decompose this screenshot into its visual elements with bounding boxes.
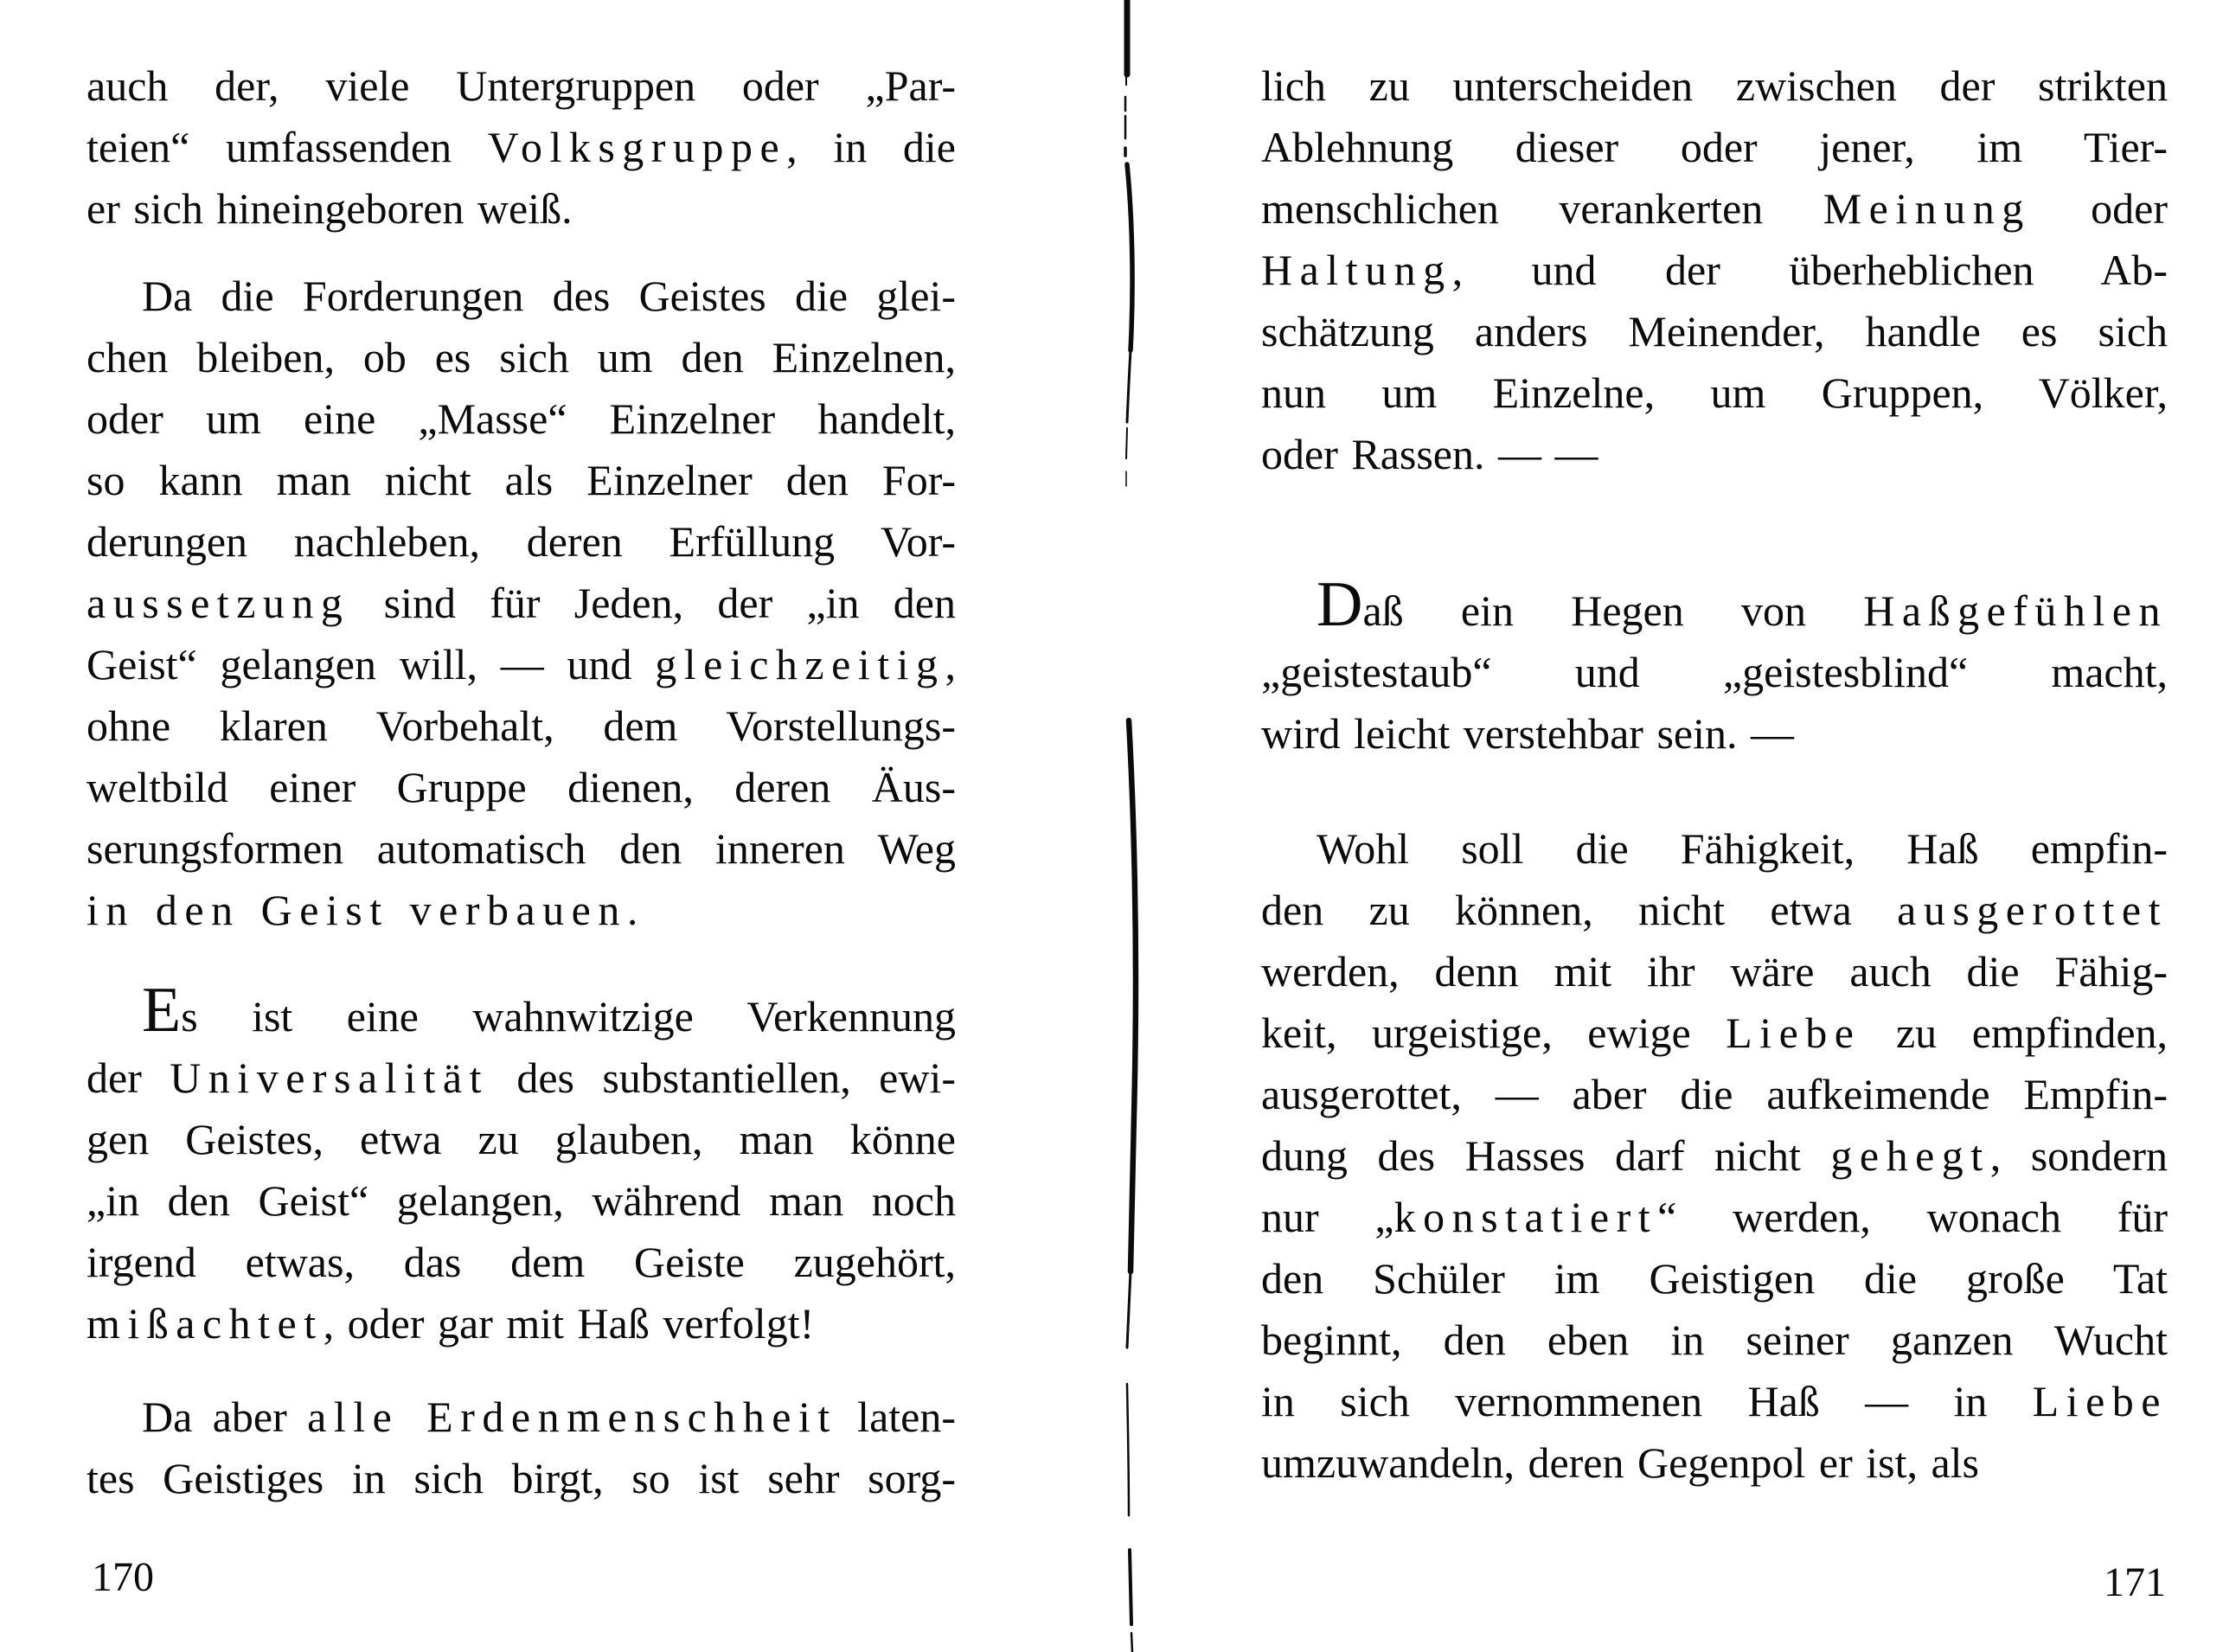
text-line bbox=[86, 450, 956, 511]
text-line bbox=[86, 1293, 956, 1354]
text-segment: , bbox=[945, 640, 956, 688]
text-line bbox=[1261, 1309, 2168, 1371]
text-line bbox=[1261, 642, 2168, 703]
text-segment: Da aber bbox=[142, 1393, 308, 1441]
text-segment: irgend etwas, das dem Geiste zugehört, bbox=[86, 1238, 956, 1286]
text-segment: auch der, viele Untergruppen oder „Par- bbox=[86, 61, 956, 110]
text-line bbox=[1261, 1248, 2168, 1309]
text-segment: so kann man nicht als Einzelner den For- bbox=[86, 456, 956, 504]
text-line bbox=[1261, 424, 2168, 485]
text-segment: serungsformen automatisch den inneren Weg bbox=[86, 824, 956, 873]
text-segment: zu empfinden, bbox=[1861, 1008, 2169, 1057]
text-segment: menschlichen verankerten bbox=[1261, 184, 1823, 233]
page-number-right: 171 bbox=[2104, 1559, 2166, 1605]
text-segment: , oder gar mit Haß verfolgt! bbox=[323, 1299, 815, 1348]
text-segment: der bbox=[86, 1053, 170, 1102]
text-line bbox=[86, 117, 956, 178]
text-segment: teien“ umfassenden bbox=[86, 123, 488, 171]
text-line bbox=[86, 1109, 956, 1170]
text-segment: keit, urgeistige, ewige bbox=[1261, 1008, 1727, 1057]
text-segment: laten- bbox=[836, 1393, 956, 1441]
text-segment: schätzung anders Meinender, handle es sich bbox=[1261, 307, 2168, 355]
text-segment: Liebe bbox=[2032, 1377, 2168, 1425]
text-line bbox=[86, 388, 956, 450]
text-line bbox=[86, 1386, 956, 1448]
text-line bbox=[1261, 117, 2168, 178]
text-segment: weltbild einer Gruppe dienen, deren Äus- bbox=[86, 763, 956, 811]
text-segment: des substantiellen, ewi- bbox=[488, 1053, 956, 1102]
book-gutter-fold-line bbox=[1112, 0, 1150, 1652]
text-line bbox=[86, 1232, 956, 1293]
text-line bbox=[86, 818, 956, 880]
text-segment: nur „ bbox=[1261, 1193, 1394, 1241]
text-segment: Ablehnung dieser oder jener, im Tier- bbox=[1261, 123, 2168, 171]
text-segment: wird leicht verstehbar sein. — bbox=[1261, 709, 1794, 758]
text-segment: oder Rassen. — — bbox=[1261, 430, 1598, 478]
text-segment: in sich vernommenen Haß — in bbox=[1261, 1377, 2033, 1425]
text-segment: aß ein Hegen von bbox=[1362, 586, 1864, 635]
text-segment: aussetzung bbox=[86, 579, 350, 627]
text-segment: gehegt bbox=[1830, 1131, 1990, 1180]
text-line bbox=[1261, 55, 2168, 117]
left-page bbox=[86, 55, 956, 1509]
text-segment: den Schüler im Geistigen die große Tat bbox=[1261, 1254, 2168, 1303]
text-segment: Geist“ gelangen will, — und bbox=[86, 640, 656, 688]
text-segment: Volksgruppe bbox=[487, 123, 787, 171]
text-line bbox=[86, 55, 956, 117]
text-line bbox=[1261, 1432, 2168, 1494]
text-segment: mißachtet bbox=[86, 1299, 324, 1348]
text-segment: nun um Einzelne, um Gruppen, Völker, bbox=[1261, 368, 2168, 417]
text-segment: Da die Forderungen des Geistes die glei- bbox=[142, 272, 956, 320]
text-segment: alle Erdenmenschheit bbox=[307, 1393, 837, 1441]
text-segment: Wohl soll die Fähigkeit, Haß empfin- bbox=[1317, 824, 2168, 873]
text-line bbox=[86, 757, 956, 818]
text-segment: derungen nachleben, deren Erfüllung Vor- bbox=[86, 517, 956, 566]
text-segment: gleichzeitig bbox=[655, 640, 945, 688]
text-line bbox=[86, 1170, 956, 1232]
text-line bbox=[86, 880, 956, 941]
text-segment: s ist eine wahnwitzige Verkennung bbox=[181, 992, 956, 1041]
text-segment: werden, denn mit ihr wäre auch die Fähig- bbox=[1261, 947, 2168, 996]
text-segment: chen bleiben, ob es sich um den Einzelnen, bbox=[86, 333, 956, 381]
text-line bbox=[1261, 703, 2168, 765]
text-segment: , in die bbox=[786, 123, 956, 171]
text-segment: er sich hineingeboren weiß. bbox=[86, 184, 573, 233]
text-segment: umzuwandeln, deren Gegenpol er ist, als bbox=[1261, 1438, 1980, 1487]
text-line bbox=[1261, 1064, 2168, 1125]
text-line bbox=[1261, 1125, 2168, 1187]
text-line bbox=[86, 327, 956, 388]
text-line bbox=[86, 266, 956, 327]
text-segment: , und der überheblichen Ab- bbox=[1451, 246, 2168, 294]
text-line bbox=[1261, 240, 2168, 301]
text-line bbox=[86, 634, 956, 695]
text-segment: oder um eine „Masse“ Einzelner handelt, bbox=[86, 394, 956, 443]
text-segment: “ werden, wonach für bbox=[1657, 1193, 2169, 1241]
text-line bbox=[1261, 941, 2168, 1002]
text-segment: konstatiert bbox=[1393, 1193, 1658, 1241]
right-page bbox=[1261, 55, 2168, 1494]
paragraph-initial: E bbox=[142, 975, 182, 1046]
text-line bbox=[1261, 362, 2168, 424]
text-segment: Haßgefühlen bbox=[1863, 586, 2168, 635]
text-segment: tes Geistiges in sich birgt, so ist sehr sorg- bbox=[86, 1454, 956, 1502]
text-segment: oder bbox=[2030, 184, 2168, 233]
text-line bbox=[86, 1047, 956, 1109]
text-segment: lich zu unterscheiden zwischen der strikten bbox=[1261, 61, 2168, 110]
text-segment: Liebe bbox=[1726, 1008, 1861, 1057]
text-segment: sind für Jeden, der „in den bbox=[349, 579, 956, 627]
text-line bbox=[1261, 569, 2168, 642]
text-line bbox=[86, 573, 956, 634]
text-line bbox=[86, 511, 956, 573]
text-segment: in den Geist verbauen. bbox=[86, 886, 645, 934]
text-segment: ausgerottet, — aber die aufkeimende Empfin- bbox=[1261, 1070, 2168, 1118]
text-line bbox=[1261, 818, 2168, 880]
text-line bbox=[86, 695, 956, 757]
text-line bbox=[1261, 1187, 2168, 1248]
text-line bbox=[1261, 880, 2168, 941]
text-line bbox=[1261, 301, 2168, 362]
text-segment: „geistestaub“ und „geistesblind“ macht, bbox=[1261, 648, 2168, 696]
text-segment: Universalität bbox=[170, 1053, 489, 1102]
page-number-left: 170 bbox=[92, 1554, 154, 1600]
text-line bbox=[1261, 1002, 2168, 1064]
text-line bbox=[86, 975, 956, 1047]
text-segment: ohne klaren Vorbehalt, dem Vorstellungs- bbox=[86, 701, 956, 750]
text-line bbox=[1261, 1371, 2168, 1432]
text-segment: den zu können, nicht etwa bbox=[1261, 886, 1898, 934]
paragraph-initial: D bbox=[1317, 569, 1363, 640]
text-line bbox=[86, 178, 956, 240]
text-segment: beginnt, den eben in seiner ganzen Wucht bbox=[1261, 1316, 2168, 1364]
text-segment: Haltung bbox=[1261, 246, 1452, 294]
text-segment: ausgerottet bbox=[1897, 886, 2168, 934]
text-segment: , sondern bbox=[1989, 1131, 2168, 1180]
text-segment: „in den Geist“ gelangen, während man noch bbox=[86, 1176, 956, 1225]
text-segment: dung des Hasses darf nicht bbox=[1261, 1131, 1831, 1180]
text-line bbox=[1261, 178, 2168, 240]
text-segment: gen Geistes, etwa zu glauben, man könne bbox=[86, 1115, 956, 1163]
text-line bbox=[86, 1448, 956, 1509]
text-segment: Meinung bbox=[1823, 184, 2031, 233]
